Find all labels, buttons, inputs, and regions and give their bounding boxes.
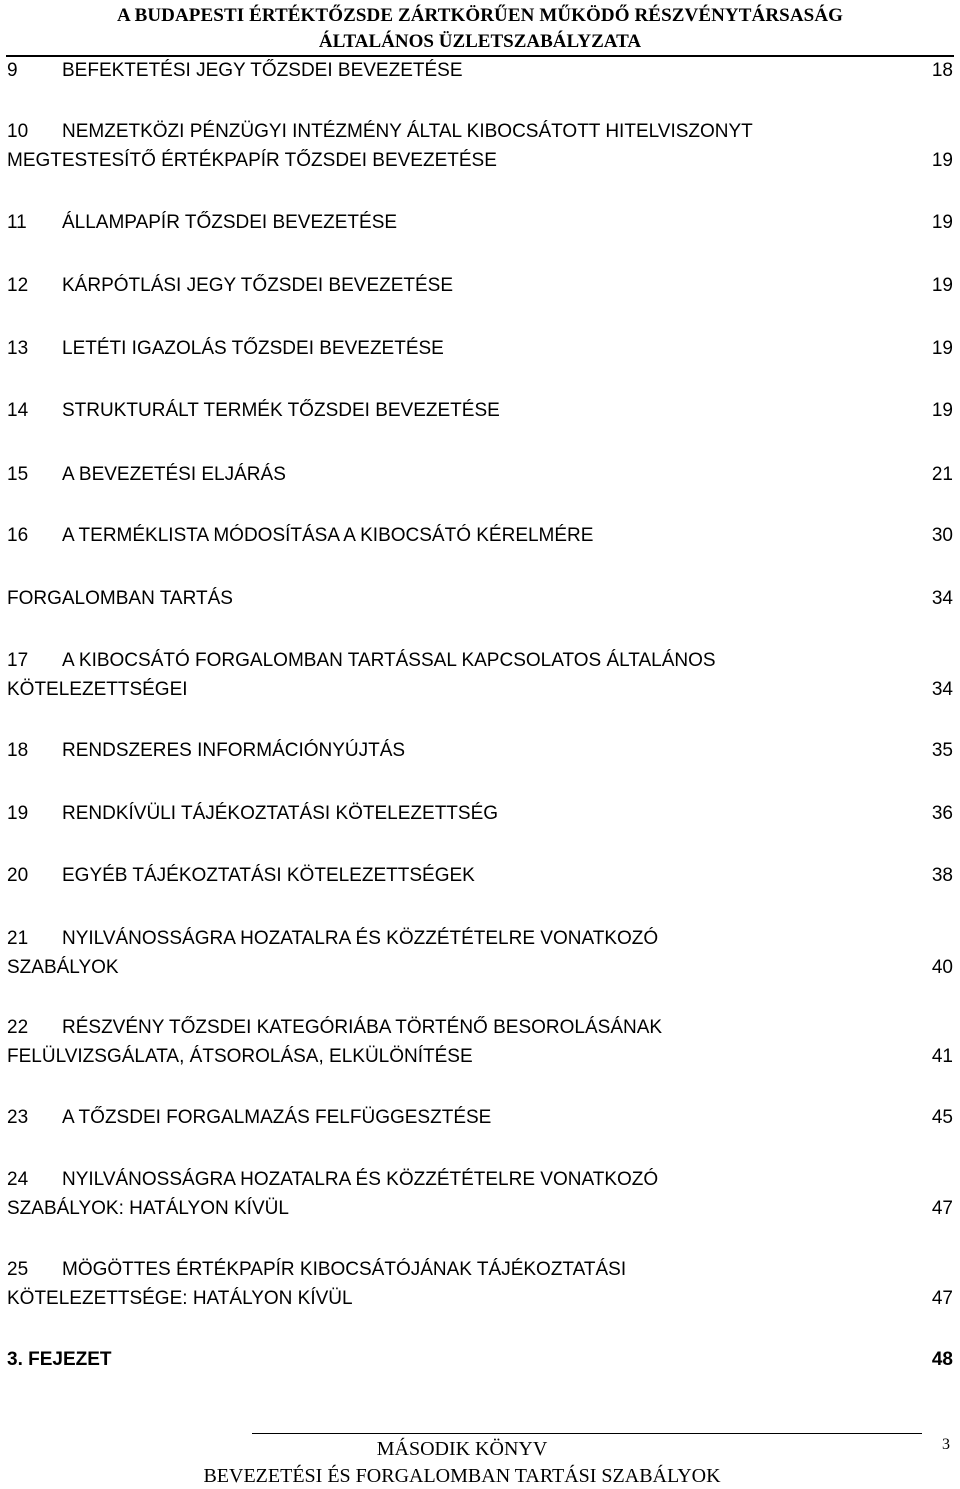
toc-entry-page: 45 — [931, 1107, 953, 1128]
toc-entry-title: FORGALOMBAN TARTÁS — [7, 588, 233, 609]
toc-entry-number: 12 — [7, 275, 29, 296]
toc-entry-page: 35 — [931, 740, 953, 761]
toc-entry-title: RÉSZVÉNY TŐZSDEI KATEGÓRIÁBA TÖRTÉNŐ BESOROLÁSÁNAK — [62, 1017, 663, 1038]
toc-entry-number: 10 — [7, 121, 29, 142]
toc-entry-title: EGYÉB TÁJÉKOZTATÁSI KÖTELEZETTSÉGEK — [62, 865, 475, 886]
toc-entry-title: KÁRPÓTLÁSI JEGY TŐZSDEI BEVEZETÉSE — [62, 275, 454, 296]
toc-entry-number: 16 — [7, 525, 29, 546]
toc-entry-title-continued: KÖTELEZETTSÉGE: HATÁLYON KÍVÜL — [7, 1288, 353, 1309]
toc-entry-number: 25 — [7, 1259, 29, 1280]
toc-entry-title: ÁLLAMPAPÍR TŐZSDEI BEVEZETÉSE — [62, 212, 398, 233]
toc-entry-number: 20 — [7, 865, 29, 886]
toc-entry-number: 14 — [7, 400, 29, 421]
toc-entry-title: 3. FEJEZET — [7, 1349, 112, 1370]
toc-entry-title-continued: KÖTELEZETTSÉGEI — [7, 679, 188, 700]
toc-entry-page: 36 — [931, 803, 953, 824]
toc-entry-number: 11 — [7, 212, 27, 233]
toc-entry-title: NYILVÁNOSSÁGRA HOZATALRA ÉS KÖZZÉTÉTELRE VONATKOZÓ — [62, 1169, 659, 1190]
toc-entry-page: 18 — [931, 60, 953, 81]
toc-entry-number: 19 — [7, 803, 29, 824]
toc-entry-page: 40 — [931, 957, 953, 978]
toc-entry-number: 21 — [7, 928, 29, 949]
header-title-line-2: ÁLTALÁNOS ÜZLETSZABÁLYZATA — [318, 31, 642, 52]
toc-entry-page: 21 — [931, 464, 953, 485]
toc-entry-page: 19 — [931, 150, 953, 171]
toc-entry-title: NYILVÁNOSSÁGRA HOZATALRA ÉS KÖZZÉTÉTELRE VONATKOZÓ — [62, 928, 659, 949]
page-number: 3 — [942, 1436, 950, 1453]
toc-entry-page: 19 — [931, 275, 953, 296]
toc-entry-page: 48 — [931, 1349, 953, 1370]
toc-entry-page: 47 — [931, 1198, 953, 1219]
toc-entry-number: 24 — [7, 1169, 29, 1190]
toc-entry-title: A TŐZSDEI FORGALMAZÁS FELFÜGGESZTÉSE — [62, 1107, 492, 1128]
toc-entry-page: 34 — [931, 588, 953, 609]
toc-entry-title-continued: SZABÁLYOK: HATÁLYON KÍVÜL — [7, 1198, 289, 1219]
toc-entry-page: 34 — [931, 679, 953, 700]
toc-entry-title-continued: SZABÁLYOK — [7, 957, 119, 978]
toc-entry-number: 22 — [7, 1017, 29, 1038]
toc-entry-number: 9 — [7, 60, 18, 81]
toc-entry-page: 41 — [931, 1046, 953, 1067]
toc-entry-title: MÖGÖTTES ÉRTÉKPAPÍR KIBOCSÁTÓJÁNAK TÁJÉKOZTATÁSI — [62, 1259, 627, 1280]
toc-entry-title: RENDSZERES INFORMÁCIÓNYÚJTÁS — [62, 740, 406, 761]
toc-entry-number: 23 — [7, 1107, 29, 1128]
toc-entry-title-continued: MEGTESTESÍTŐ ÉRTÉKPAPÍR TŐZSDEI BEVEZETÉSE — [7, 150, 497, 171]
footer-divider — [252, 1433, 922, 1434]
header-title-line-1: A BUDAPESTI ÉRTÉKTŐZSDE ZÁRTKÖRŰEN MŰKÖDŐ RÉSZVÉNYTÁRSASÁG — [116, 5, 844, 26]
toc-entry-page: 30 — [931, 525, 953, 546]
toc-entry-page: 47 — [931, 1288, 953, 1309]
toc-entry-title: BEFEKTETÉSI JEGY TŐZSDEI BEVEZETÉSE — [62, 60, 463, 81]
toc-entry-title: A KIBOCSÁTÓ FORGALOMBAN TARTÁSSAL KAPCSOLATOS ÁLTALÁNOS — [62, 650, 716, 671]
toc-entry-number: 13 — [7, 338, 29, 359]
toc-entry-title: A BEVEZETÉSI ELJÁRÁS — [62, 464, 286, 485]
toc-entry-page: 19 — [931, 212, 953, 233]
toc-entry-page: 19 — [931, 338, 953, 359]
toc-entry-title-continued: FELÜLVIZSGÁLATA, ÁTSOROLÁSA, ELKÜLÖNÍTÉSE — [7, 1046, 473, 1067]
toc-entry-number: 18 — [7, 740, 29, 761]
toc-entry-title: NEMZETKÖZI PÉNZÜGYI INTÉZMÉNY ÁLTAL KIBOCSÁTOTT HITELVISZONYT — [62, 121, 753, 142]
toc-entry-page: 19 — [931, 400, 953, 421]
toc-entry-title: A TERMÉKLISTA MÓDOSÍTÁSA A KIBOCSÁTÓ KÉRELMÉRE — [62, 525, 594, 546]
toc-entry-title: RENDKÍVÜLI TÁJÉKOZTATÁSI KÖTELEZETTSÉG — [62, 803, 499, 824]
toc-entry-number: 15 — [7, 464, 29, 485]
footer-book-subtitle: BEVEZETÉSI ÉS FORGALOMBAN TARTÁSI SZABÁLYOK — [203, 1465, 721, 1487]
toc-entry-title: LETÉTI IGAZOLÁS TŐZSDEI BEVEZETÉSE — [62, 338, 444, 359]
toc-entry-title: STRUKTURÁLT TERMÉK TŐZSDEI BEVEZETÉSE — [62, 400, 500, 421]
toc-entry-page: 38 — [931, 865, 953, 886]
toc-entry-number: 17 — [7, 650, 29, 671]
footer-book-title: MÁSODIK KÖNYV — [376, 1438, 548, 1460]
